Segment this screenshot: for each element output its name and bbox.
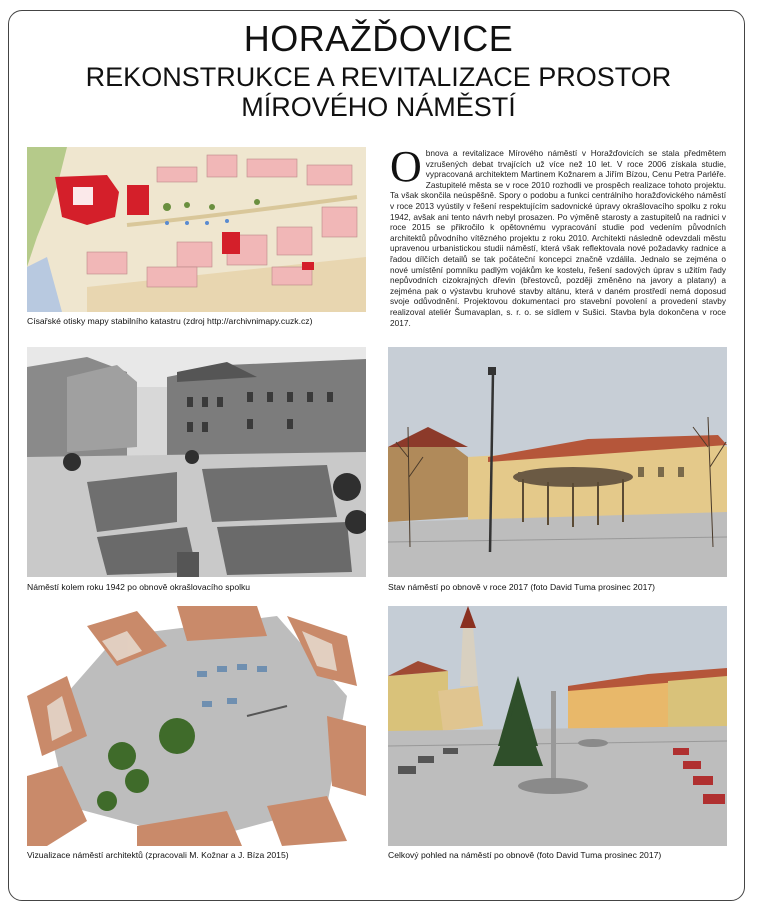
article-body: bnova a revitalizace Mírového náměstí v Horažďovicích se stala předmětem vzrušených debat trvajících už více než 10 let. V roce 2006 získala studie, vypracovaná architektem Martinem Kožnarem a Jiřím Bízou, Cenu Petra Parléře. Zastupitelé města se v roce 2010 rozhodli ve prospěch realizace tohoto projektu. Ta však skončila neúspěšně. Spory o podobu a funkci centrálního horažďovického náměstí v roce 2013 vyústily v řešení respektujícím sadovnické úpravy okrašlovacího spolku z roku 1942, avšak ani tento návrh nebyl prosazen. Po výměně starosty a zastupitelů na radnici v roce 2015 se přikročilo k opětovnému vypracování studie pod vedením původních architektů původního vítězného projektu z roku 2010. Architekti následně odevzdali městu upravenou urbanistickou studii náměstí, která však reflektovala nové požadavky radnice a řadou dílčích detailů se tak počáteční koncepci značně vzdálila. Jednalo se zejména o nové umístění pomníku padlým vojákům ke kostelu, řešení sadových úprav s užitím řady nepůvodních cizokrajných dřevin (břestovců, později změněno na javory a platany) a zejména pak o výstavbu kruhové stavby altánu, která v daném prostředí nemá doposud svoje odůvodnění. Projektovou dokumentaci pro stavební povolení a provedení stavby realizoval ateliér Šumavaplan, s. r. o. se sídlem v Sušici. Stavba byla dokončena v roce 2017.	[390, 148, 726, 328]
article-dropcap: O	[390, 142, 422, 191]
article-text	[390, 142, 726, 328]
square-2017-photo	[388, 347, 727, 577]
caption-overview-photo: Celkový pohled na náměstí po obnově (foto David Tuma prosinec 2017)	[388, 850, 662, 860]
caption-historic-photo: Náměstí kolem roku 1942 po obnově okrašlovacího spolku	[27, 582, 251, 592]
page-subtitle-line1: REKONSTRUKCE A REVITALIZACE PROSTOR	[85, 62, 672, 92]
cadastral-map-image	[27, 147, 366, 312]
page-title: HORAŽĎOVICE	[243, 18, 514, 59]
square-overview-photo	[388, 606, 727, 846]
caption-2017-photo: Stav náměstí po obnově v roce 2017 (foto David Tuma prosinec 2017)	[388, 582, 656, 592]
page-subtitle-line2: MÍROVÉHO NÁMĚSTÍ	[241, 92, 516, 122]
caption-cadastral-map: Císařské otisky mapy stabilního katastru (zdroj http://archivnimapy.cuzk.cz)	[27, 316, 313, 326]
architects-visualization-image	[27, 606, 366, 846]
historic-photo-1942	[27, 347, 366, 577]
caption-visualization: Vizualizace náměstí architektů (zpracovali M. Kožnar a J. Bíza 2015)	[27, 850, 289, 860]
